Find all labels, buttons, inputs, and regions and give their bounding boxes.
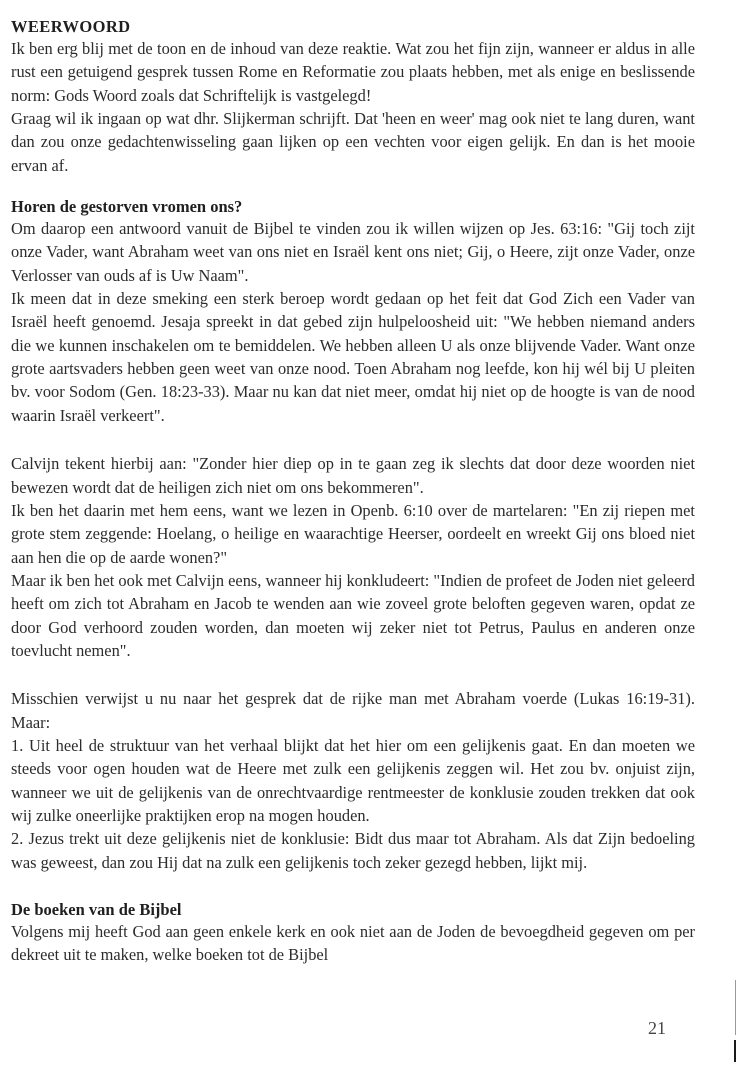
paragraph: Ik ben erg blij met de toon en de inhoud van deze reaktie. Wat zou het fijn zijn, wanneer er aldus in alle rust een getuigend gesprek tussen Rome en Reformatie zou plaats hebben, met als enige en beslissende norm: Gods Woord zoals dat Schriftelijk is vastgelegd! [11,39,695,105]
page-number: 21 [648,1018,666,1038]
paragraph: Calvijn tekent hierbij aan: "Zonder hier diep op in te gaan zeg ik slechts dat door deze woorden niet bewezen wordt dat de heiligen zich niet om ons bekommeren". [11,454,695,497]
article-page [11,16,695,967]
paragraph: Om daarop een antwoord vanuit de Bijbel te vinden zou ik willen wijzen op Jes. 63:16: "Gij toch zijt onze Vader, want Abraham weet van ons niet en Israël kent ons niet; Gij, o Heere, zijt onze Vader, onze Verlosser van ouds af is Uw Naam". [11,219,695,285]
list-item: 1. Uit heel de struktuur van het verhaal blijkt dat het hier om een gelijkenis gaat. En dan moeten we steeds voor ogen houden wat de Heere met zulk een gelijkenis zeggen wil. Het zou bv. onjuist zijn, wanneer we uit de gelijkenis van de onrechtvaardige rentmeester de konklusie zouden trekken dat ook wij zulke oneerlijke praktijken erop na mogen houden. [11,735,695,825]
paragraph: Graag wil ik ingaan op wat dhr. Slijkerman schrijft. Dat 'heen en weer' mag ook niet te lang duren, want dan zou onze gedachtenwisseling gaan lijken op een vechten voor eigen gelijk. En dan is het mooie ervan af. [11,109,695,175]
paragraph: Misschien verwijst u nu naar het gesprek dat de rijke man met Abraham voerde (Lukas 16:19-31). Maar: [11,689,695,732]
page-edge-line [735,980,736,1035]
section-heading-boeken: De boeken van de Bijbel [11,900,182,919]
paragraph: Maar ik ben het ook met Calvijn eens, wanneer hij konkludeert: "Indien de profeet de Joden niet geleerd heeft om zich tot Abraham en Jacob te wenden aan wie zoveel grote beloften gegeven waren, opdat ze door God verhoord zouden worden, dan moeten wij zeker niet tot Petrus, Paulus en anderen onze toevlucht nemen". [11,570,695,660]
paragraph: Ik meen dat in deze smeking een sterk beroep wordt gedaan op het feit dat God Zich een Vader van Israël heeft genoemd. Jesaja spreekt in dat gebed zijn hulpeloosheid uit: "We hebben niemand anders die we kunnen inschakelen om te bemiddelen. We hebben alleen U als onze blijvende Vader. Want onze grote aartsvaders hebben geen weet van onze nood. Toen Abraham nog leefde, kon hij wél bij U pleiten bv. voor Sodom (Gen. 18:23-33). Maar nu kan dat niet meer, omdat hij niet op de hoogte is van de nood waarin Israël verkeert". [11,289,695,425]
section-heading-weerwoord: WEERWOORD [11,17,131,36]
page-edge-mark [734,1040,736,1062]
section-heading-horen: Horen de gestorven vromen ons? [11,197,243,217]
list-item: 2. Jezus trekt uit deze gelijkenis niet de konklusie: Bidt dus maar tot Abraham. Als dat Zijn bedoeling was geweest, dan zou Hij dat na zulk een gelijkenis toch zeker gezegd hebben, lijkt mij. [11,829,695,872]
paragraph: Ik ben het daarin met hem eens, want we lezen in Openb. 6:10 over de martelaren: "En zij riepen met grote stem zeggende: Hoelang, o heilige en waarachtige Heerser, oordeelt en wreekt Gij ons bloed niet aan hen die op de aarde wonen?" [11,500,695,567]
paragraph: Volgens mij heeft God aan geen enkele kerk en ook niet aan de Joden de bevoegdheid gegeven om per dekreet uit te maken, welke boeken tot de Bijbel [11,922,695,965]
